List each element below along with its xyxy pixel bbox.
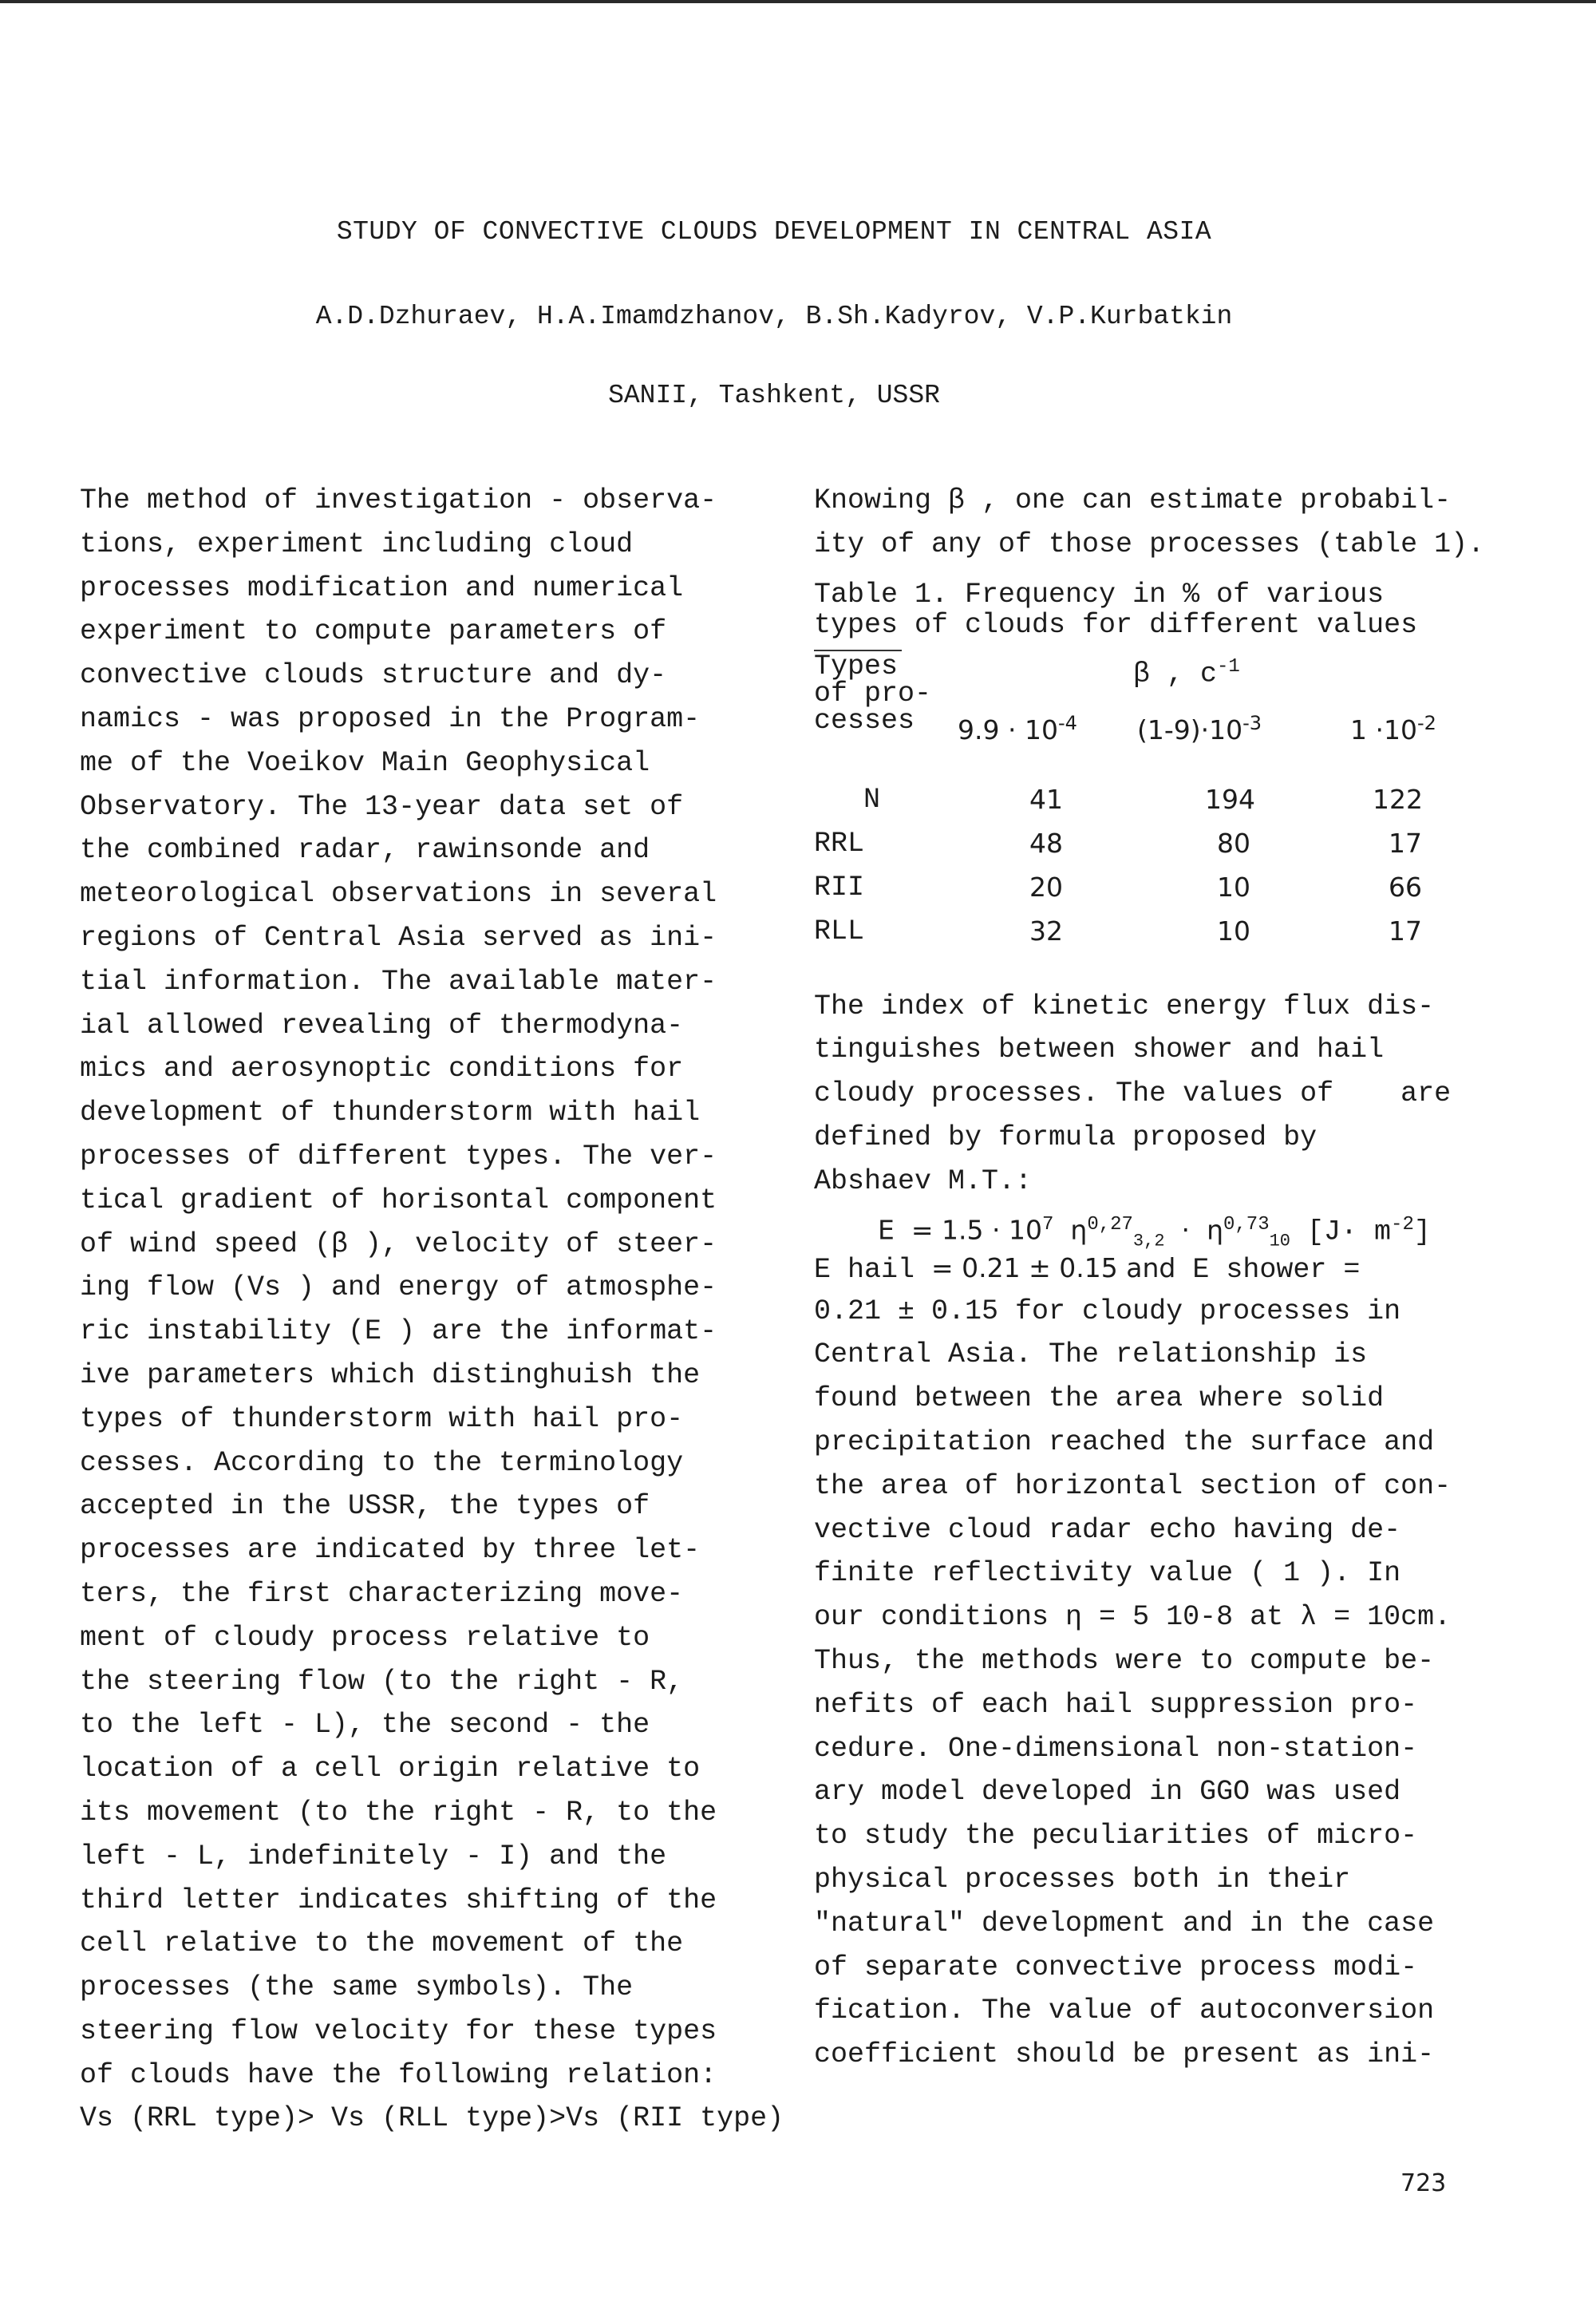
right-line: "natural" development and in the case (814, 1907, 1435, 1939)
left-line: processes modification and numerical (80, 571, 684, 604)
right-line: cedure. One-dimensional non-station- (814, 1732, 1418, 1765)
left-line: of clouds have the following relation: (80, 2058, 717, 2091)
formula-coef: = 1.5 · 10 (911, 1214, 1042, 1246)
right-intro-line: Knowing β , one can estimate probabil- (814, 484, 1452, 516)
left-line: steering flow velocity for these types (80, 2015, 717, 2047)
right-line: vective cloud radar echo having de- (814, 1513, 1401, 1546)
left-line: left - L, indefinitely - I) and the (80, 1840, 667, 1872)
right-line: our conditions η = 5 10-8 at λ = 10cm. (814, 1601, 1452, 1634)
left-line: The method of investigation - observa- (80, 484, 717, 516)
left-line: types of thunderstorm with hail pro- (80, 1402, 684, 1435)
left-line: ing flow (Vs ) and energy of atmosphe- (80, 1271, 717, 1304)
hail-line-tail: = (1343, 1253, 1361, 1286)
row-value: 122 (1373, 783, 1423, 815)
formula-unit: [J· m (1307, 1216, 1392, 1248)
left-line: location of a cell origin relative to (80, 1753, 701, 1785)
e-shower-label: E shower (1192, 1253, 1327, 1286)
caption-line: Table 1. Frequency in % of various (814, 578, 1385, 611)
energy-flux-formula: $E = 1.5 \cdot 10^7$ $\eta^{0,27}_{3,2} \cdot \eta^{0,73}_{10}$ $[J\cdot m^{-2}]$ (878, 1213, 1431, 1251)
row-value: 10 (1217, 871, 1250, 903)
left-line: processes of different types. The ver- (80, 1140, 717, 1172)
right-line: coefficient should be present as ini- (814, 2038, 1435, 2071)
row-value: 17 (1389, 827, 1422, 859)
formula-unit-close: ] (1413, 1216, 1431, 1248)
left-line: of wind speed (β ), velocity of steer- (80, 1228, 717, 1260)
row-type: RLL (814, 915, 865, 947)
formula-eta: η (1070, 1214, 1088, 1246)
header-types (814, 650, 932, 737)
row-value: 80 (1217, 827, 1250, 859)
left-line: ive parameters which distinghuish the (80, 1358, 701, 1391)
row-value: 17 (1389, 915, 1422, 947)
formula-coef-exp: 7 (1041, 1213, 1054, 1236)
right-line: found between the area where solid (814, 1382, 1385, 1415)
left-line: mics and aerosynoptic conditions for (80, 1053, 684, 1085)
row-value: 194 (1205, 783, 1255, 815)
left-line: the combined radar, rawinsonde and (80, 834, 650, 867)
right-line: finite reflectivity value ( 1 ). In (814, 1557, 1401, 1590)
beta-label: β , c (1133, 658, 1218, 690)
left-line: cesses. According to the terminology (80, 1446, 684, 1479)
row-type: RII (814, 871, 865, 903)
right-intro-line: ity of any of those processes (table 1). (814, 528, 1485, 560)
col2-header (1137, 712, 1262, 745)
right-line: nefits of each hail suppression pro- (814, 1688, 1418, 1721)
paper-title: STUDY OF CONVECTIVE CLOUDS DEVELOPMENT IN CENTRAL ASIA (336, 217, 1212, 247)
col3-header (1350, 712, 1436, 745)
right-line: Thus, the methods were to compute be- (814, 1644, 1435, 1677)
row-value: 48 (1029, 827, 1063, 859)
left-line: ment of cloudy process relative to (80, 1621, 650, 1654)
right-line: Central Asia. The relationship is (814, 1338, 1368, 1371)
col2-exponent: -3 (1242, 711, 1262, 734)
header-types-line: Types (814, 650, 899, 682)
formula-sub2: 10 (1269, 1231, 1290, 1251)
header-types-line: of pro- (814, 677, 932, 710)
e-hail-label: E hail (814, 1253, 915, 1286)
hail-value: = 0.21 ± 0.15 and (931, 1251, 1176, 1283)
left-line: tial information. The available mater- (80, 965, 717, 998)
caption-line: types of clouds for different values (814, 608, 1418, 641)
beta-header (1133, 656, 1240, 690)
left-line: cell relative to the movement of the (80, 1928, 684, 1960)
right-line: to study the peculiarities of micro- (814, 1820, 1418, 1852)
row-value: 20 (1029, 871, 1063, 903)
right-line: of separate convective process modi- (814, 1951, 1418, 1983)
table-caption (814, 579, 1516, 640)
left-line: to the left - L), the second - the (80, 1709, 650, 1742)
beta-exponent: -1 (1217, 655, 1240, 678)
left-line: convective clouds structure and dy- (80, 659, 667, 692)
row-value: 66 (1389, 871, 1422, 903)
row-value: 10 (1217, 915, 1250, 947)
col2-base: (1-9)·10 (1137, 714, 1243, 745)
right-line: fication. The value of autoconversion (814, 1995, 1435, 2027)
left-line: processes (the same symbols). The (80, 1971, 634, 2004)
left-line: ric instability (E ) are the informat- (80, 1315, 717, 1348)
formula-unit-exp: -2 (1391, 1213, 1414, 1236)
left-line: ial allowed revealing of thermodyna- (80, 1009, 684, 1042)
right-line: ary model developed in GGO was used (814, 1776, 1401, 1809)
left-line: processes are indicated by three let- (80, 1534, 701, 1567)
right-line: precipitation reached the surface and (814, 1425, 1435, 1458)
left-line: tical gradient of horisontal component (80, 1184, 717, 1216)
left-line: namics - was proposed in the Program- (80, 702, 701, 735)
col1-exponent: -4 (1057, 711, 1077, 734)
left-line: me of the Voeikov Main Geophysical (80, 746, 650, 779)
col3-exponent: -2 (1416, 711, 1436, 734)
right-column (814, 479, 1516, 2077)
row-value: 41 (1029, 783, 1063, 815)
affiliation: SANII, Tashkent, USSR (608, 381, 940, 410)
left-line: third letter indicates shifting of the (80, 1884, 717, 1916)
hail-shower-line (814, 1247, 1516, 1290)
row-value: 32 (1029, 915, 1063, 947)
left-column (80, 479, 782, 2141)
formula-lhs: E (878, 1214, 895, 1246)
left-line: its movement (to the right - R, to the (80, 1796, 717, 1829)
formula-eta: η (1207, 1214, 1223, 1246)
right-mid-line: Abshaev M.T.: (814, 1164, 1033, 1197)
right-mid-line: The index of kinetic energy flux dis- (814, 990, 1435, 1022)
right-mid-line: cloudy processes. The values of are (814, 1077, 1452, 1110)
left-line: tions, experiment including cloud (80, 528, 634, 560)
left-line: Vs (RRL type)> Vs (RLL type)>Vs (RII type) (80, 2102, 784, 2135)
left-line: Observatory. The 13-year data set of (80, 790, 684, 823)
right-line: 0.21 ± 0.15 for cloudy processes in (814, 1295, 1401, 1327)
right-mid-line: tinguishes between shower and hail (814, 1034, 1385, 1066)
right-mid-line: defined by formula proposed by (814, 1121, 1317, 1153)
right-line: physical processes both in their (814, 1863, 1351, 1896)
formula-sub1: 3,2 (1132, 1231, 1165, 1251)
left-line: meteorological observations in several (80, 878, 717, 911)
left-line: ters, the first characterizing move- (80, 1577, 684, 1610)
row-type: RRL (814, 827, 865, 860)
formula-exp1: 0,27 (1087, 1213, 1133, 1236)
row-type: N (863, 783, 881, 816)
left-line: the steering flow (to the right - R, (80, 1665, 684, 1698)
formula-exp2: 0,73 (1223, 1213, 1270, 1236)
col3-base: 1 ·10 (1350, 714, 1417, 745)
left-line: regions of Central Asia served as ini- (80, 921, 717, 954)
col1-base: 9.9 · 10 (958, 714, 1058, 745)
header-types-line: cesses (814, 704, 915, 737)
col1-header (958, 712, 1077, 745)
frequency-table (814, 650, 1516, 985)
page-number: 723 (1400, 2169, 1447, 2197)
left-line: accepted in the USSR, the types of (80, 1490, 650, 1523)
left-line: development of thunderstorm with hail (80, 1097, 701, 1129)
left-line: experiment to compute parameters of (80, 615, 667, 648)
right-line: the area of horizontal section of con- (814, 1469, 1452, 1502)
author-list: A.D.Dzhuraev, H.A.Imamdzhanov, B.Sh.Kadyrov, V.P.Kurbatkin (315, 302, 1233, 331)
page-top-edge (0, 0, 1596, 3)
